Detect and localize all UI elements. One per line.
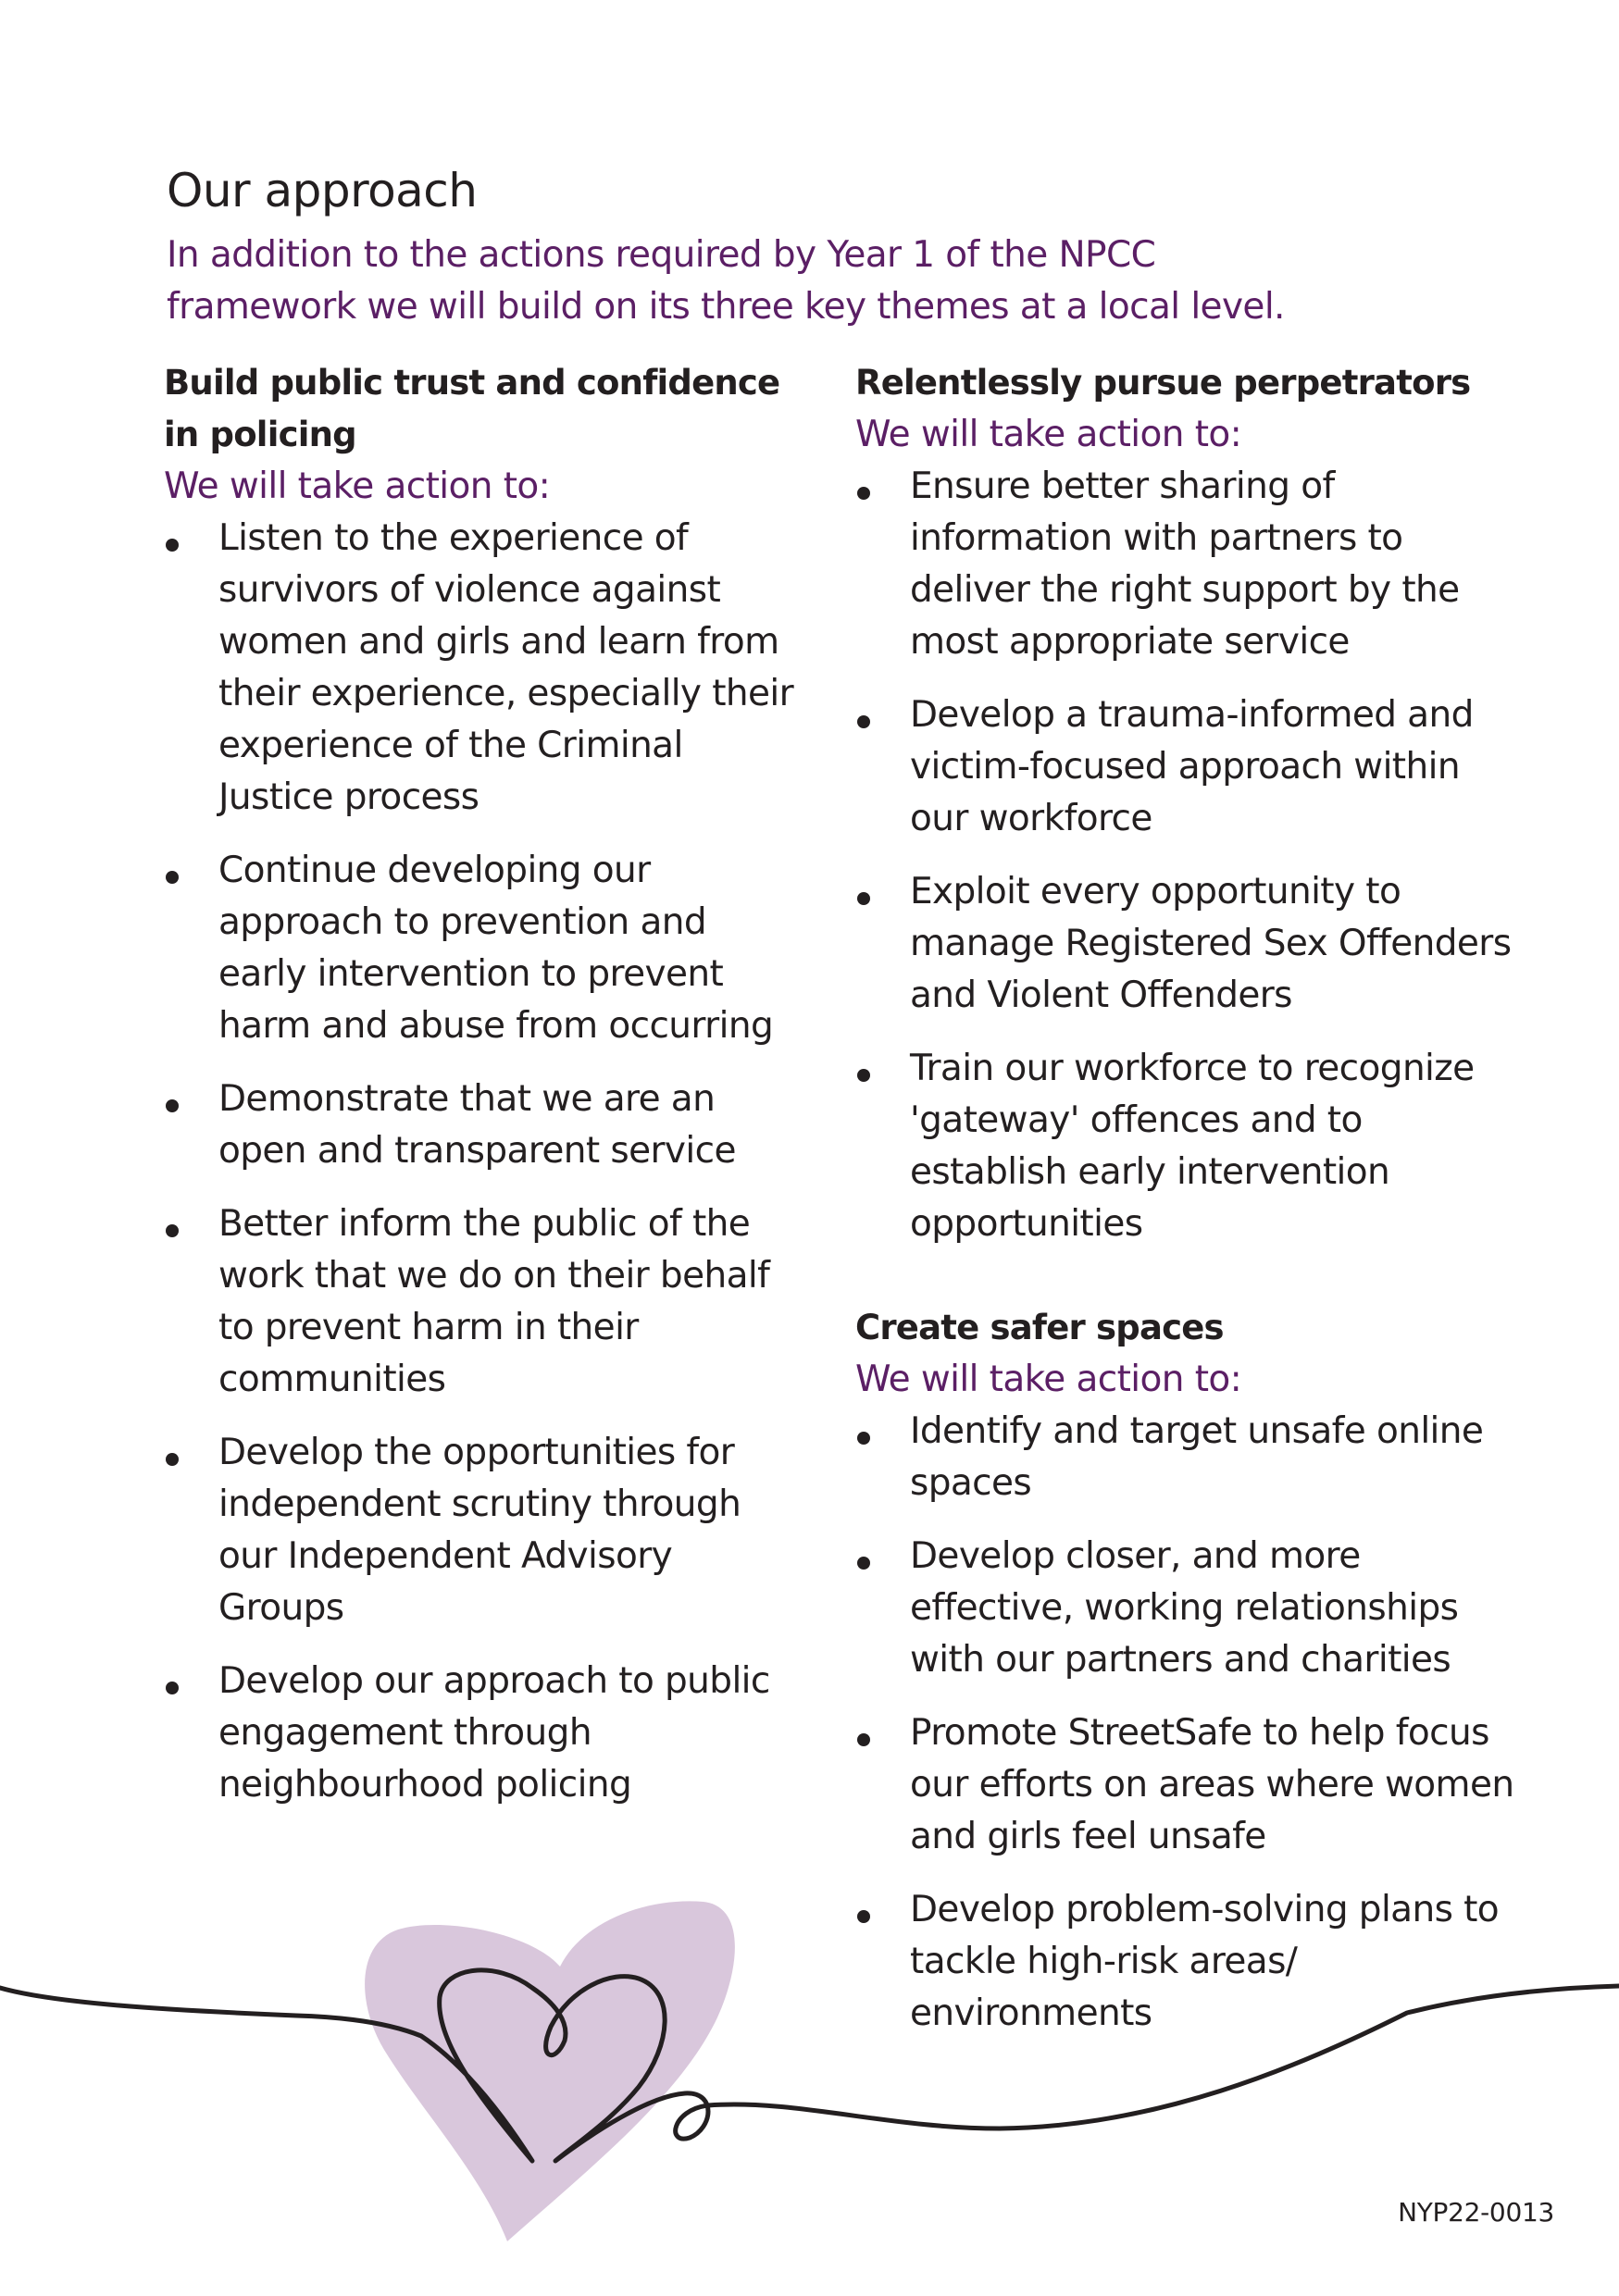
bullet-icon	[857, 487, 870, 500]
list-item-text: Develop our approach to public engagement through neighbourhood policing	[218, 1660, 770, 1806]
list-item	[855, 1884, 1522, 2040]
list-item	[855, 1043, 1522, 1250]
list-item-text: Better inform the public of the work that we do on their behalf to prevent harm in their communities	[218, 1203, 770, 1400]
list-item	[855, 866, 1522, 1022]
document-reference: NYP22-0013	[1398, 2197, 1554, 2228]
action-list	[855, 461, 1522, 1250]
section-intro: We will take action to:	[855, 414, 1242, 455]
heart-fill-shape	[365, 1901, 735, 2241]
list-item	[855, 1531, 1522, 1686]
bullet-icon	[857, 892, 870, 905]
list-item	[164, 513, 803, 824]
section-heading-line-1: Build public trust and confidence	[164, 363, 780, 403]
list-item-text: Continue developing our approach to prevention and early intervention to prevent harm and abuse from occurring	[218, 850, 774, 1047]
bullet-icon	[166, 1224, 179, 1237]
list-item	[164, 1656, 803, 1811]
section-build-public-trust	[164, 357, 803, 1811]
page-title: Our approach	[167, 164, 478, 217]
list-item-text: Exploit every opportunity to manage Registered Sex Offenders and Violent Offenders	[910, 871, 1512, 1016]
list-item-text: Demonstrate that we are an open and transparent service	[218, 1078, 736, 1172]
section-intro: We will take action to:	[855, 1359, 1242, 1400]
list-item	[164, 1198, 803, 1406]
bullet-icon	[857, 1432, 870, 1445]
list-item	[855, 1707, 1522, 1863]
right-column	[855, 357, 1522, 2061]
bullet-icon	[857, 1733, 870, 1746]
list-item	[164, 845, 803, 1052]
list-item-text: Develop a trauma-informed and victim-focused approach within our workforce	[910, 694, 1474, 839]
bullet-icon	[166, 871, 179, 884]
bullet-icon	[857, 1557, 870, 1570]
left-column	[164, 357, 803, 1832]
intro-line-1: In addition to the actions required by Year 1 of the NPCC	[167, 234, 1156, 276]
list-item-text: Ensure better sharing of information with partners to deliver the right support by the most appropriate service	[910, 465, 1460, 663]
list-item	[855, 461, 1522, 668]
action-list	[164, 513, 803, 1811]
list-item	[164, 1427, 803, 1634]
bullet-icon	[166, 1682, 179, 1694]
list-item-text: Train our workforce to recognize 'gateway' offences and to establish early intervention opportunities	[910, 1048, 1475, 1245]
intro-line-2: framework we will build on its three key themes at a local level.	[167, 286, 1285, 328]
bullet-icon	[166, 539, 179, 552]
section-pursue-perpetrators	[855, 357, 1522, 1250]
list-item	[164, 1074, 803, 1177]
bullet-icon	[166, 1099, 179, 1112]
bullet-icon	[857, 1069, 870, 1082]
bullet-icon	[166, 1453, 179, 1466]
section-heading: Create safer spaces	[855, 1308, 1224, 1347]
section-heading-line-2: in policing	[164, 415, 356, 454]
list-item-text: Develop closer, and more effective, working relationships with our partners and charities	[910, 1535, 1459, 1681]
intro-text	[167, 230, 1370, 333]
section-heading: Relentlessly pursue perpetrators	[855, 363, 1471, 403]
bullet-icon	[857, 1910, 870, 1923]
section-heading	[164, 357, 803, 461]
list-item-text: Identify and target unsafe online spaces	[910, 1410, 1484, 1504]
list-item	[855, 1406, 1522, 1509]
list-item-text: Promote StreetSafe to help focus our efforts on areas where women and girls feel unsafe	[910, 1712, 1514, 1857]
list-item	[855, 689, 1522, 845]
list-item-text: Develop the opportunities for independent scrutiny through our Independent Advisory Groups	[218, 1432, 741, 1629]
bullet-icon	[857, 715, 870, 728]
section-safer-spaces	[855, 1302, 1522, 2040]
list-item-text: Develop problem-solving plans to tackle high-risk areas/ environments	[910, 1889, 1500, 2034]
list-item-text: Listen to the experience of survivors of violence against women and girls and learn from their experience, especially their experience of the Criminal Justice process	[218, 517, 794, 818]
section-intro: We will take action to:	[164, 465, 551, 507]
action-list	[855, 1406, 1522, 2040]
